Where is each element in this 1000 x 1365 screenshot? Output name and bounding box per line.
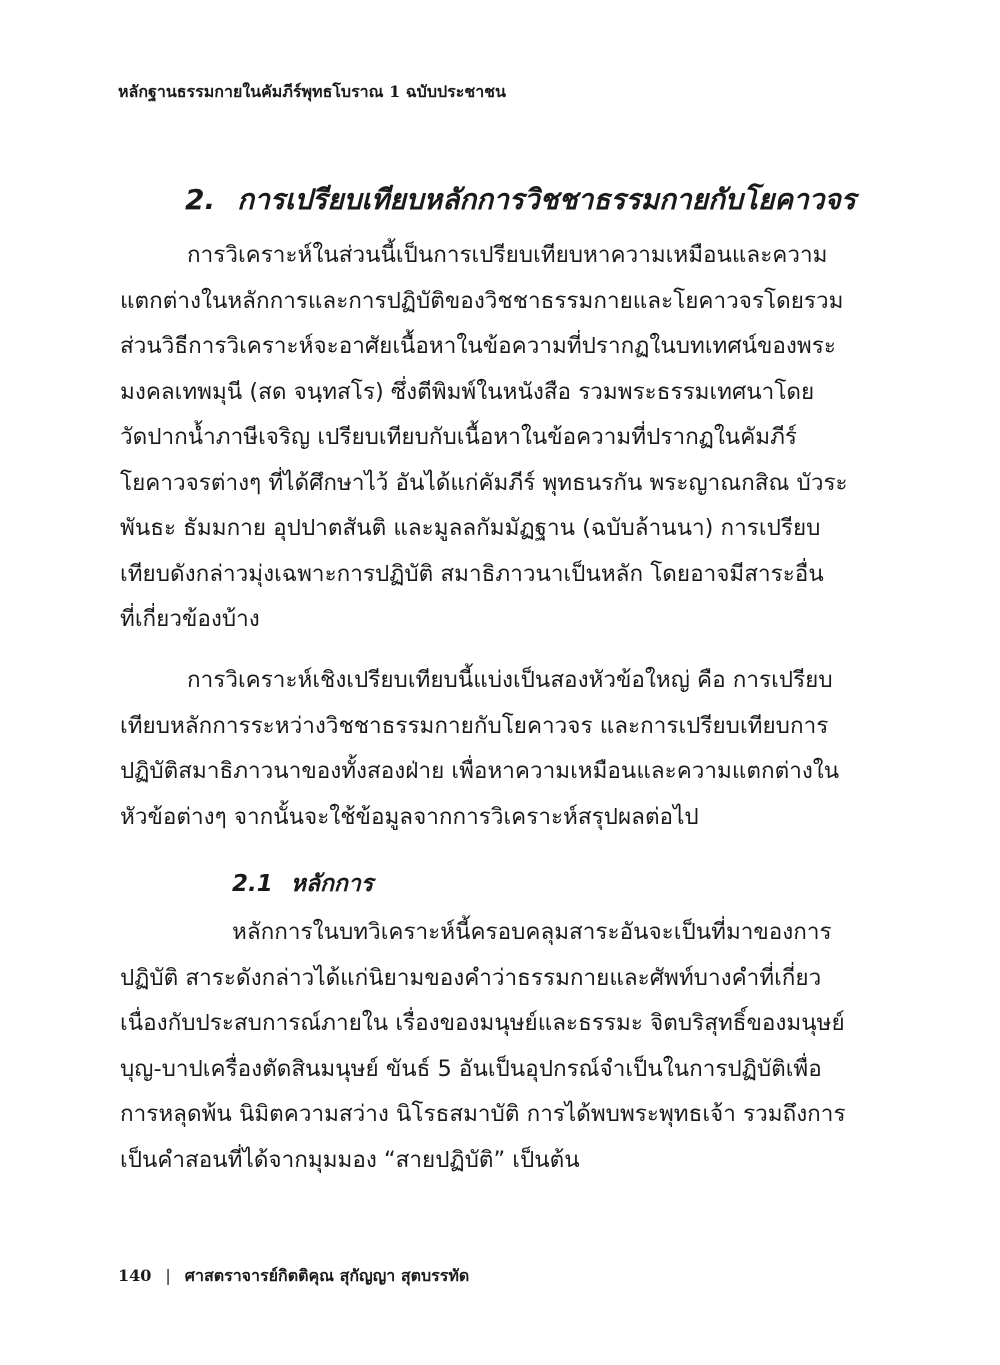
paragraph-line: การวิเคราะห์เชิงเปรียบเทียบนี้แบ่งเป็นสองหัวข้อใหญ่ คือ การเปรียบ [187,667,833,693]
body-paragraph [120,910,850,1183]
section-heading [185,178,856,222]
paragraph-line: วัดปากน้ำภาษีเจริญ เปรียบเทียบกับเนื้อหาในข้อความที่ปรากฏในคัมภีร์ [120,424,797,450]
paragraph-line: การหลุดพ้น นิมิตความสว่าง นิโรธสมาบัติ การได้พบพระพุทธเจ้า รวมถึงการ [120,1101,846,1127]
paragraph-line: พันธะ ธัมมกาย อุปปาตสันติ และมูลลกัมมัฏฐาน (ฉบับล้านนา) การเปรียบ [120,515,821,541]
paragraph-line: ส่วนวิธีการวิเคราะห์จะอาศัยเนื้อหาในข้อความที่ปรากฏในบทเทศน์ของพระ [120,333,836,359]
section-title: การเปรียบเทียบหลักการวิชชาธรรมกายกับโยคาวจร [237,183,856,216]
paragraph-line: หัวข้อต่างๆ จากนั้นจะใช้ข้อมูลจากการวิเคราะห์สรุปผลต่อไป [120,803,699,830]
body-paragraph [120,658,850,840]
subsection-number: 2.1 [232,871,273,897]
body-paragraph [120,233,850,643]
paragraph-line: เทียบหลักการระหว่างวิชชาธรรมกายกับโยคาวจร และการเปรียบเทียบการ [120,712,829,739]
paragraph-line: ปฏิบัติ สาระดังกล่าวได้แก่นิยามของคำว่าธรรมกายและศัพท์บางคำที่เกี่ยว [120,964,822,991]
paragraph-line: ปฏิบัติสมาธิภาวนาของทั้งสองฝ่าย เพื่อหาความเหมือนและความแตกต่างใน [120,758,840,784]
paragraph-line: โยคาวจรต่างๆ ที่ได้ศึกษาไว้ อันได้แก่คัมภีร์ พุทธนรกัน พระญาณกสิณ บัวระ [120,469,848,496]
paragraph-line: หลักการในบทวิเคราะห์นี้ครอบคลุมสาระอันจะเป็นที่มาของการ [232,919,832,945]
section-number: 2. [185,183,216,216]
paragraph-line: เป็นคำสอนที่ได้จากมุมมอง “สายปฏิบัติ” เป็นต้น [120,1146,580,1173]
footer-author: ศาสตราจารย์กิตติคุณ สุกัญญา สุตบรรทัด [184,1266,470,1285]
footer-separator: | [165,1266,171,1285]
paragraph-line: เทียบดังกล่าวมุ่งเฉพาะการปฏิบัติ สมาธิภาวนาเป็นหลัก โดยอาจมีสาระอื่น [120,560,824,587]
paragraph-line: การวิเคราะห์ในส่วนนี้เป็นการเปรียบเทียบหาความเหมือนและความ [187,242,828,268]
paragraph-line: บุญ-บาปเครื่องตัดสินมนุษย์ ขันธ์ 5 อันเป็นอุปกรณ์จำเป็นในการปฏิบัติเพื่อ [120,1055,822,1082]
page-number: 140 [118,1266,152,1285]
running-header: หลักฐานธรรมกายในคัมภีร์พุทธโบราณ 1 ฉบับประชาชน [118,82,506,101]
subsection-title: หลักการ [290,871,374,897]
paragraph-line: แตกต่างในหลักการและการปฏิบัติของวิชชาธรรมกายและโยคาวจรโดยรวม [120,287,844,314]
paragraph-line: มงคลเทพมุนี (สด จนฺทสโร) ซึ่งตีพิมพ์ในหนังสือ รวมพระธรรมเทศนาโดย [120,378,815,405]
page-footer [118,1264,469,1289]
paragraph-line: ที่เกี่ยวข้องบ้าง [120,606,260,632]
subsection-heading [232,866,373,902]
paragraph-line: เนื่องกับประสบการณ์ภายใน เรื่องของมนุษย์และธรรมะ จิตบริสุทธิ์ของมนุษย์ [120,1010,845,1036]
